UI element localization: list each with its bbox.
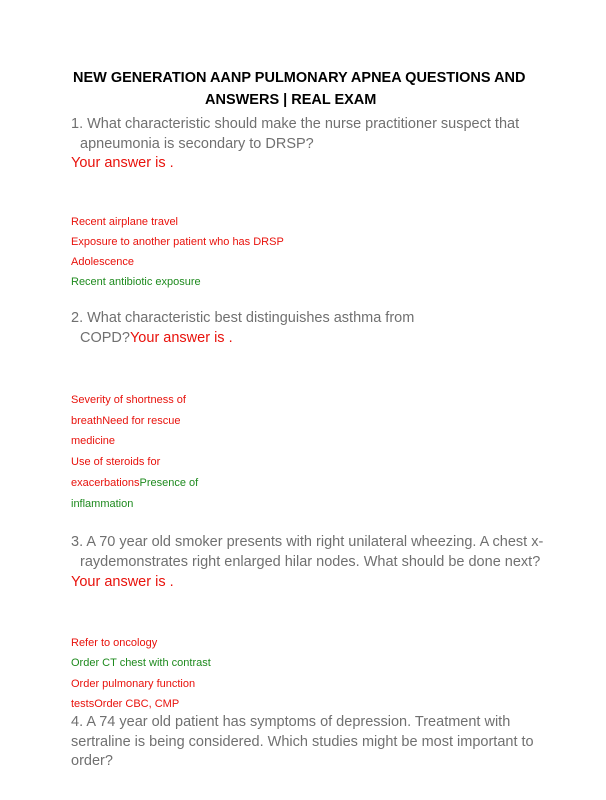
question-2-option-line-5[interactable] <box>71 477 198 489</box>
question-2-option-line-6[interactable]: inflammation <box>71 498 134 510</box>
question-2-option-line-1[interactable]: Severity of shortness of <box>71 394 186 406</box>
question-1-option-4[interactable]: Recent antibiotic exposure <box>71 276 201 288</box>
question-3-answer-prompt: Your answer is . <box>71 574 174 590</box>
question-3-option-line-2[interactable]: Order CT chest with contrast <box>71 657 211 669</box>
question-1-line-1 <box>71 116 519 132</box>
question-1-option-3[interactable]: Adolescence <box>71 256 134 268</box>
document-title-line-2: ANSWERS | REAL EXAM <box>205 92 377 108</box>
question-1-option-1[interactable]: Recent airplane travel <box>71 216 179 228</box>
question-2-option-line-3[interactable]: medicine <box>71 435 116 447</box>
question-2-text-line-1: What characteristic best distinguishes asthma from <box>87 310 415 326</box>
question-2-number: 2. <box>71 310 84 326</box>
question-2-option-line-4[interactable]: Use of steroids for <box>71 456 161 468</box>
question-1-number: 1. <box>71 116 84 132</box>
question-1-text-line-2: apneumonia is secondary to DRSP? <box>80 136 314 152</box>
question-2-line-1 <box>71 310 414 326</box>
question-1-option-2[interactable]: Exposure to another patient who has DRSP <box>71 236 284 248</box>
question-3-option-line-3[interactable]: Order pulmonary function <box>71 678 196 690</box>
question-4-text-line-2: sertraline is being considered. Which studies might be most important to <box>71 734 534 750</box>
question-2-text-line-2: COPD? <box>80 330 130 346</box>
question-4-text-line-1: A 74 year old patient has symptoms of depression. Treatment with <box>86 714 511 730</box>
question-3-text-line-2: raydemonstrates right enlarged hilar nodes. What should be done next? <box>80 554 541 570</box>
question-2-answer-prompt: Your answer is . <box>129 330 233 346</box>
question-3-option-line-4[interactable]: testsOrder CBC, CMP <box>71 698 180 710</box>
question-2-option-line-5-part-2: Presence of <box>139 477 199 489</box>
question-4-number: 4. <box>71 714 84 730</box>
question-2-option-line-5-part-1: exacerbations <box>71 477 140 489</box>
question-4-line-1 <box>71 714 510 730</box>
question-3-option-line-1[interactable]: Refer to oncology <box>71 637 158 649</box>
document-title-line-1: NEW GENERATION AANP PULMONARY APNEA QUESTIONS AND <box>73 70 526 86</box>
question-1-answer-prompt: Your answer is . <box>71 155 174 171</box>
question-3-text-line-1: A 70 year old smoker presents with right unilateral wheezing. A chest x- <box>86 534 544 550</box>
question-3-line-1 <box>71 534 543 550</box>
question-4-text-line-3: order? <box>71 753 113 769</box>
question-3-number: 3. <box>71 534 84 550</box>
question-1-text-line-1: What characteristic should make the nurse practitioner suspect that <box>87 116 520 132</box>
question-2-option-line-2[interactable]: breathNeed for rescue <box>71 415 181 427</box>
question-2-line-2 <box>80 330 233 346</box>
